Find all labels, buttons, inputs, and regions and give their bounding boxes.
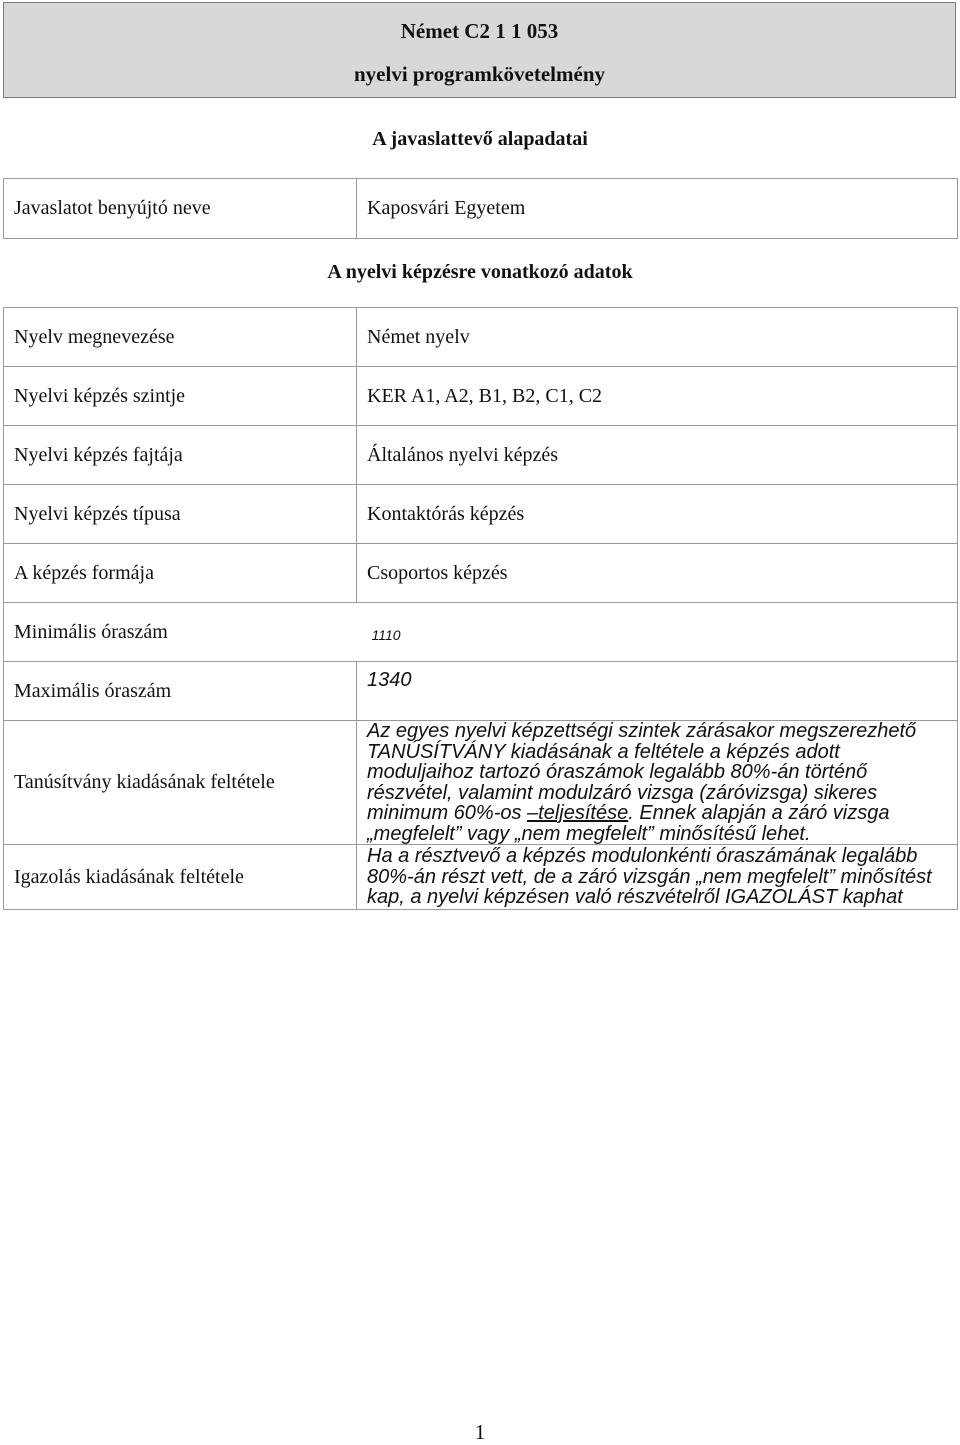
page-number: 1 (474, 1420, 486, 1444)
language-name-value: Német nyelv (357, 308, 958, 367)
certificate-text-underlined: –teljesítése (527, 802, 629, 824)
document-code: Német C2 1 1 053 (400, 19, 559, 43)
training-form-label: A képzés formája (4, 544, 357, 603)
max-hours-label: Maximális óraszám (4, 662, 357, 721)
language-name-label: Nyelv megnevezése (4, 308, 357, 367)
training-kind-value: Általános nyelvi képzés (357, 426, 958, 485)
training-table (3, 307, 958, 910)
training-form-value: Csoportos képzés (357, 544, 958, 603)
training-kind-label: Nyelvi képzés fajtája (4, 426, 357, 485)
table-row (4, 179, 958, 239)
min-hours-cell (4, 603, 958, 662)
table-row (4, 308, 958, 367)
min-hours-label: Minimális óraszám (14, 620, 168, 643)
training-type-label: Nyelvi képzés típusa (4, 485, 357, 544)
table-row (4, 845, 958, 910)
max-hours-value: 1340 (357, 662, 958, 721)
proposer-label: Javaslatot benyújtó neve (4, 179, 357, 239)
certificate-condition (357, 721, 958, 845)
document-subtitle: nyelvi programkövetelmény (354, 62, 605, 86)
table-row (4, 485, 958, 544)
table-row (4, 603, 958, 662)
attendance-condition: Ha a résztvevő a képzés modulonkénti óraszámának legalább 80%-án részt vett, de a záró vizsgán „nem megfelelt” minősítést kap, a nyelvi képzésen való részvételről IGAZOLÁST kaphat (357, 845, 958, 910)
section-title-proposer: A javaslattevő alapadatai (372, 128, 588, 150)
attendance-label: Igazolás kiadásának feltétele (4, 845, 357, 910)
table-row (4, 426, 958, 485)
proposer-table (3, 178, 958, 239)
table-row (4, 367, 958, 426)
table-row (4, 662, 958, 721)
training-type-value: Kontaktórás képzés (357, 485, 958, 544)
document-header (3, 2, 956, 98)
proposer-value: Kaposvári Egyetem (357, 179, 958, 239)
level-value: KER A1, A2, B1, B2, C1, C2 (357, 367, 958, 426)
level-label: Nyelvi képzés szintje (4, 367, 357, 426)
table-row (4, 721, 958, 845)
certificate-label: Tanúsítvány kiadásának feltétele (4, 721, 357, 845)
certificate-text-1: Az egyes nyelvi képzettségi szintek zárásakor megszerezhető TANÚSÍTVÁNY kiadásának a feltétele a képzés adott moduljaihoz tartozó óraszámok legalább 80%-án történő részvétel, valamint modulzáró vizsga (záróvizsga) sikeres minimum 60%-os (367, 720, 917, 824)
certificate-text-2: . Ennek alapján a záró vizsga „megfelelt” vagy „nem megfelelt” minősítésű lehet. (367, 802, 890, 845)
table-row (4, 544, 958, 603)
section-title-training: A nyelvi képzésre vonatkozó adatok (327, 261, 633, 283)
min-hours-value: 1110 (371, 626, 401, 643)
